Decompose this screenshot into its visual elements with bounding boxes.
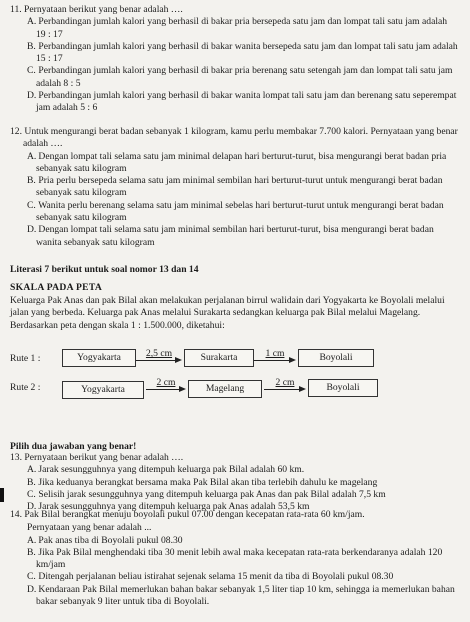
question-11-option-d[interactable] (10, 90, 458, 115)
route-1-diagram (10, 349, 450, 369)
question-11-option-b[interactable] (10, 41, 458, 66)
question-14-option-b[interactable] (10, 547, 458, 572)
option-letter: C. (27, 488, 36, 500)
option-text: Jarak sesungguhnya yang ditempuh keluarga pak Bilal adalah 60 km. (38, 464, 305, 476)
question-13-option-b[interactable] (10, 477, 458, 489)
question-14-option-a[interactable] (10, 535, 458, 547)
option-text: Selisih jarak sesungguhnya yang ditempuh keluarga pak Anas dan pak Bilal adalah 7,5 km (38, 488, 386, 500)
option-letter: C. (27, 199, 36, 211)
option-letter: B. (27, 546, 36, 558)
arrow-head-icon (289, 357, 296, 363)
question-14-option-c[interactable] (10, 571, 458, 583)
option-letter: A. (27, 150, 37, 162)
arrow-head-icon (179, 386, 186, 392)
option-letter: D. (27, 224, 37, 236)
option-letter: A. (27, 534, 37, 546)
route-2-arrow-1 (146, 378, 186, 396)
option-text: Perbandingan jumlah kalori yang berhasil di bakar wanita bersepeda satu jam dan lompat tali satu jam adalah 15 : 17 (36, 40, 458, 65)
question-11-title: 11. Pernyataan berikut yang benar adalah …. (10, 4, 183, 15)
question-13-option-a[interactable] (10, 464, 458, 476)
option-letter: A. (27, 464, 37, 476)
question-11 (10, 4, 458, 115)
arrow-line (264, 389, 300, 390)
option-letter: D. (27, 90, 37, 102)
option-letter: B. (27, 40, 36, 52)
question-12-title: 12. Untuk mengurangi berat badan sebanyak 1 kilogram, kamu perlu membakar 7.700 kalori. Pernyataan yang benar adalah …. (10, 126, 458, 150)
option-text: Ditengah perjalanan beliau istirahat sejenak selama 15 menit da tiba di Boyolali pukul 08.30 (38, 571, 394, 583)
option-text: Kendaraan Pak Bilal memerlukan bahan bakar sebanyak 1,5 liter tiap 10 km, sehingga ia memerlukan bahan bakar sebanyak 9 liter untuk tiba di Boyolali. (36, 583, 455, 608)
route-2-diagram (10, 378, 450, 398)
question-12-option-d[interactable] (10, 224, 458, 249)
city-box-yogyakarta: Yogyakarta (62, 349, 136, 367)
story-paragraph: Keluarga Pak Anas dan pak Bilal akan melakukan perjalanan birrul walidain dari Yogyakarta ke Boyolali melalui jalan yang berbeda. Keluarga pak Anas melalui Surakarta sedangkan keluarga pak Bilal melalui Magelang. Berdasarkan peta dengan skala 1 : 1.500.000, diketahui: (10, 295, 445, 331)
option-letter: D. (27, 583, 37, 595)
scan-edge-mark (0, 488, 4, 502)
question-12-option-b[interactable] (10, 175, 458, 200)
route-1-arrow-1 (136, 349, 182, 367)
city-box-yogyakarta: Yogyakarta (62, 381, 144, 399)
option-letter: D. (27, 501, 37, 513)
option-text: Perbandingan jumlah kalori yang berhasil di bakar wanita lompat tali satu jam dan berenang satu seperempat jam adalah 5 : 6 (36, 90, 457, 114)
route-label: Rute 1 : (10, 353, 41, 364)
arrow-line (146, 389, 180, 390)
option-text: Dengan lompat tali selama satu jam minimal delapan hari berturut-turut, bisa mengurangi berat badan pria sebanyak satu kilogram (36, 150, 447, 174)
literasi-heading: Literasi 7 berikut untuk soal nomor 13 dan 14 (10, 264, 199, 275)
arrow-line (136, 360, 176, 361)
section-title: SKALA PADA PETA (10, 282, 103, 293)
option-text: Pria perlu bersepeda selama satu jam minimal sembilan hari berturut-turut untuk mengurangi berat badan sebanyak satu kilogram (36, 175, 443, 199)
option-letter: A. (27, 16, 37, 28)
route-2-arrow-2 (264, 378, 306, 396)
distance-label: 2 cm (275, 377, 295, 388)
arrow-head-icon (175, 357, 182, 363)
option-letter: B. (27, 476, 36, 488)
option-letter: B. (27, 175, 36, 187)
city-box-boyolali: Boyolali (298, 349, 374, 367)
option-text: Perbandingan jumlah kalori yang berhasil di bakar pria bersepeda satu jam dan lompat tali satu jam adalah 19 : 17 (36, 16, 448, 40)
distance-label: 2 cm (156, 377, 176, 388)
option-text: Jika Pak Bilal menghendaki tiba 30 menit lebih awal maka kecepatan rata-rata berkendaranya adalah 120 km/jam (36, 546, 443, 571)
question-13-option-c[interactable] (10, 489, 458, 501)
city-box-magelang: Magelang (188, 380, 262, 398)
option-text: Wanita perlu berenang selama satu jam minimal sebelas hari berturut-turut untuk mengurangi berat badan sebanyak satu kilogram (36, 199, 444, 224)
question-11-option-a[interactable] (10, 16, 458, 41)
distance-label: 2,5 cm (145, 348, 173, 359)
distance-label: 1 cm (265, 348, 285, 359)
question-13-title: 13. Pernyataan berikut yang benar adalah …. (10, 452, 184, 463)
city-box-surakarta: Surakarta (184, 349, 254, 367)
city-box-boyolali: Boyolali (308, 379, 378, 397)
option-letter: C. (27, 65, 36, 77)
question-12 (10, 126, 458, 249)
option-text: Perbandingan jumlah kalori yang berhasil di bakar pria berenang satu setengah jam dan lompat tali satu jam adalah 8 : 5 (36, 65, 453, 89)
question-14-subtitle: Pernyataan yang benar adalah ... (27, 522, 152, 534)
question-14-title: 14. Pak Bilal berangkat menuju boyolali pukul 07.00 dengan kecepatan rata-rata 60 km/jam. (10, 509, 365, 520)
question-13 (10, 452, 458, 513)
option-text: Jarak sesungguhnya yang ditempuh keluarga pak Anas adalah 53,5 km (38, 501, 310, 513)
instruction-text: Pilih dua jawaban yang benar! (10, 441, 137, 452)
route-1-arrow-2 (254, 349, 296, 367)
question-14 (10, 509, 458, 608)
question-11-option-c[interactable] (10, 65, 458, 90)
route-label: Rute 2 : (10, 382, 41, 393)
question-12-option-c[interactable] (10, 200, 458, 225)
option-text: Jika keduanya berangkat bersama maka Pak Bilal akan tiba terlebih dahulu ke magelang (38, 476, 378, 488)
arrow-line (254, 360, 290, 361)
option-text: Dengan lompat tali selama satu jam minimal sembilan hari berturut-turut, bisa mengurangi berat badan wanita sebanyak satu kilogram (36, 224, 434, 248)
question-12-option-a[interactable] (10, 151, 458, 176)
question-14-option-d[interactable] (10, 584, 458, 609)
option-letter: C. (27, 571, 36, 583)
arrow-head-icon (299, 386, 306, 392)
option-text: Pak anas tiba di Boyolali pukul 08.30 (38, 534, 183, 546)
